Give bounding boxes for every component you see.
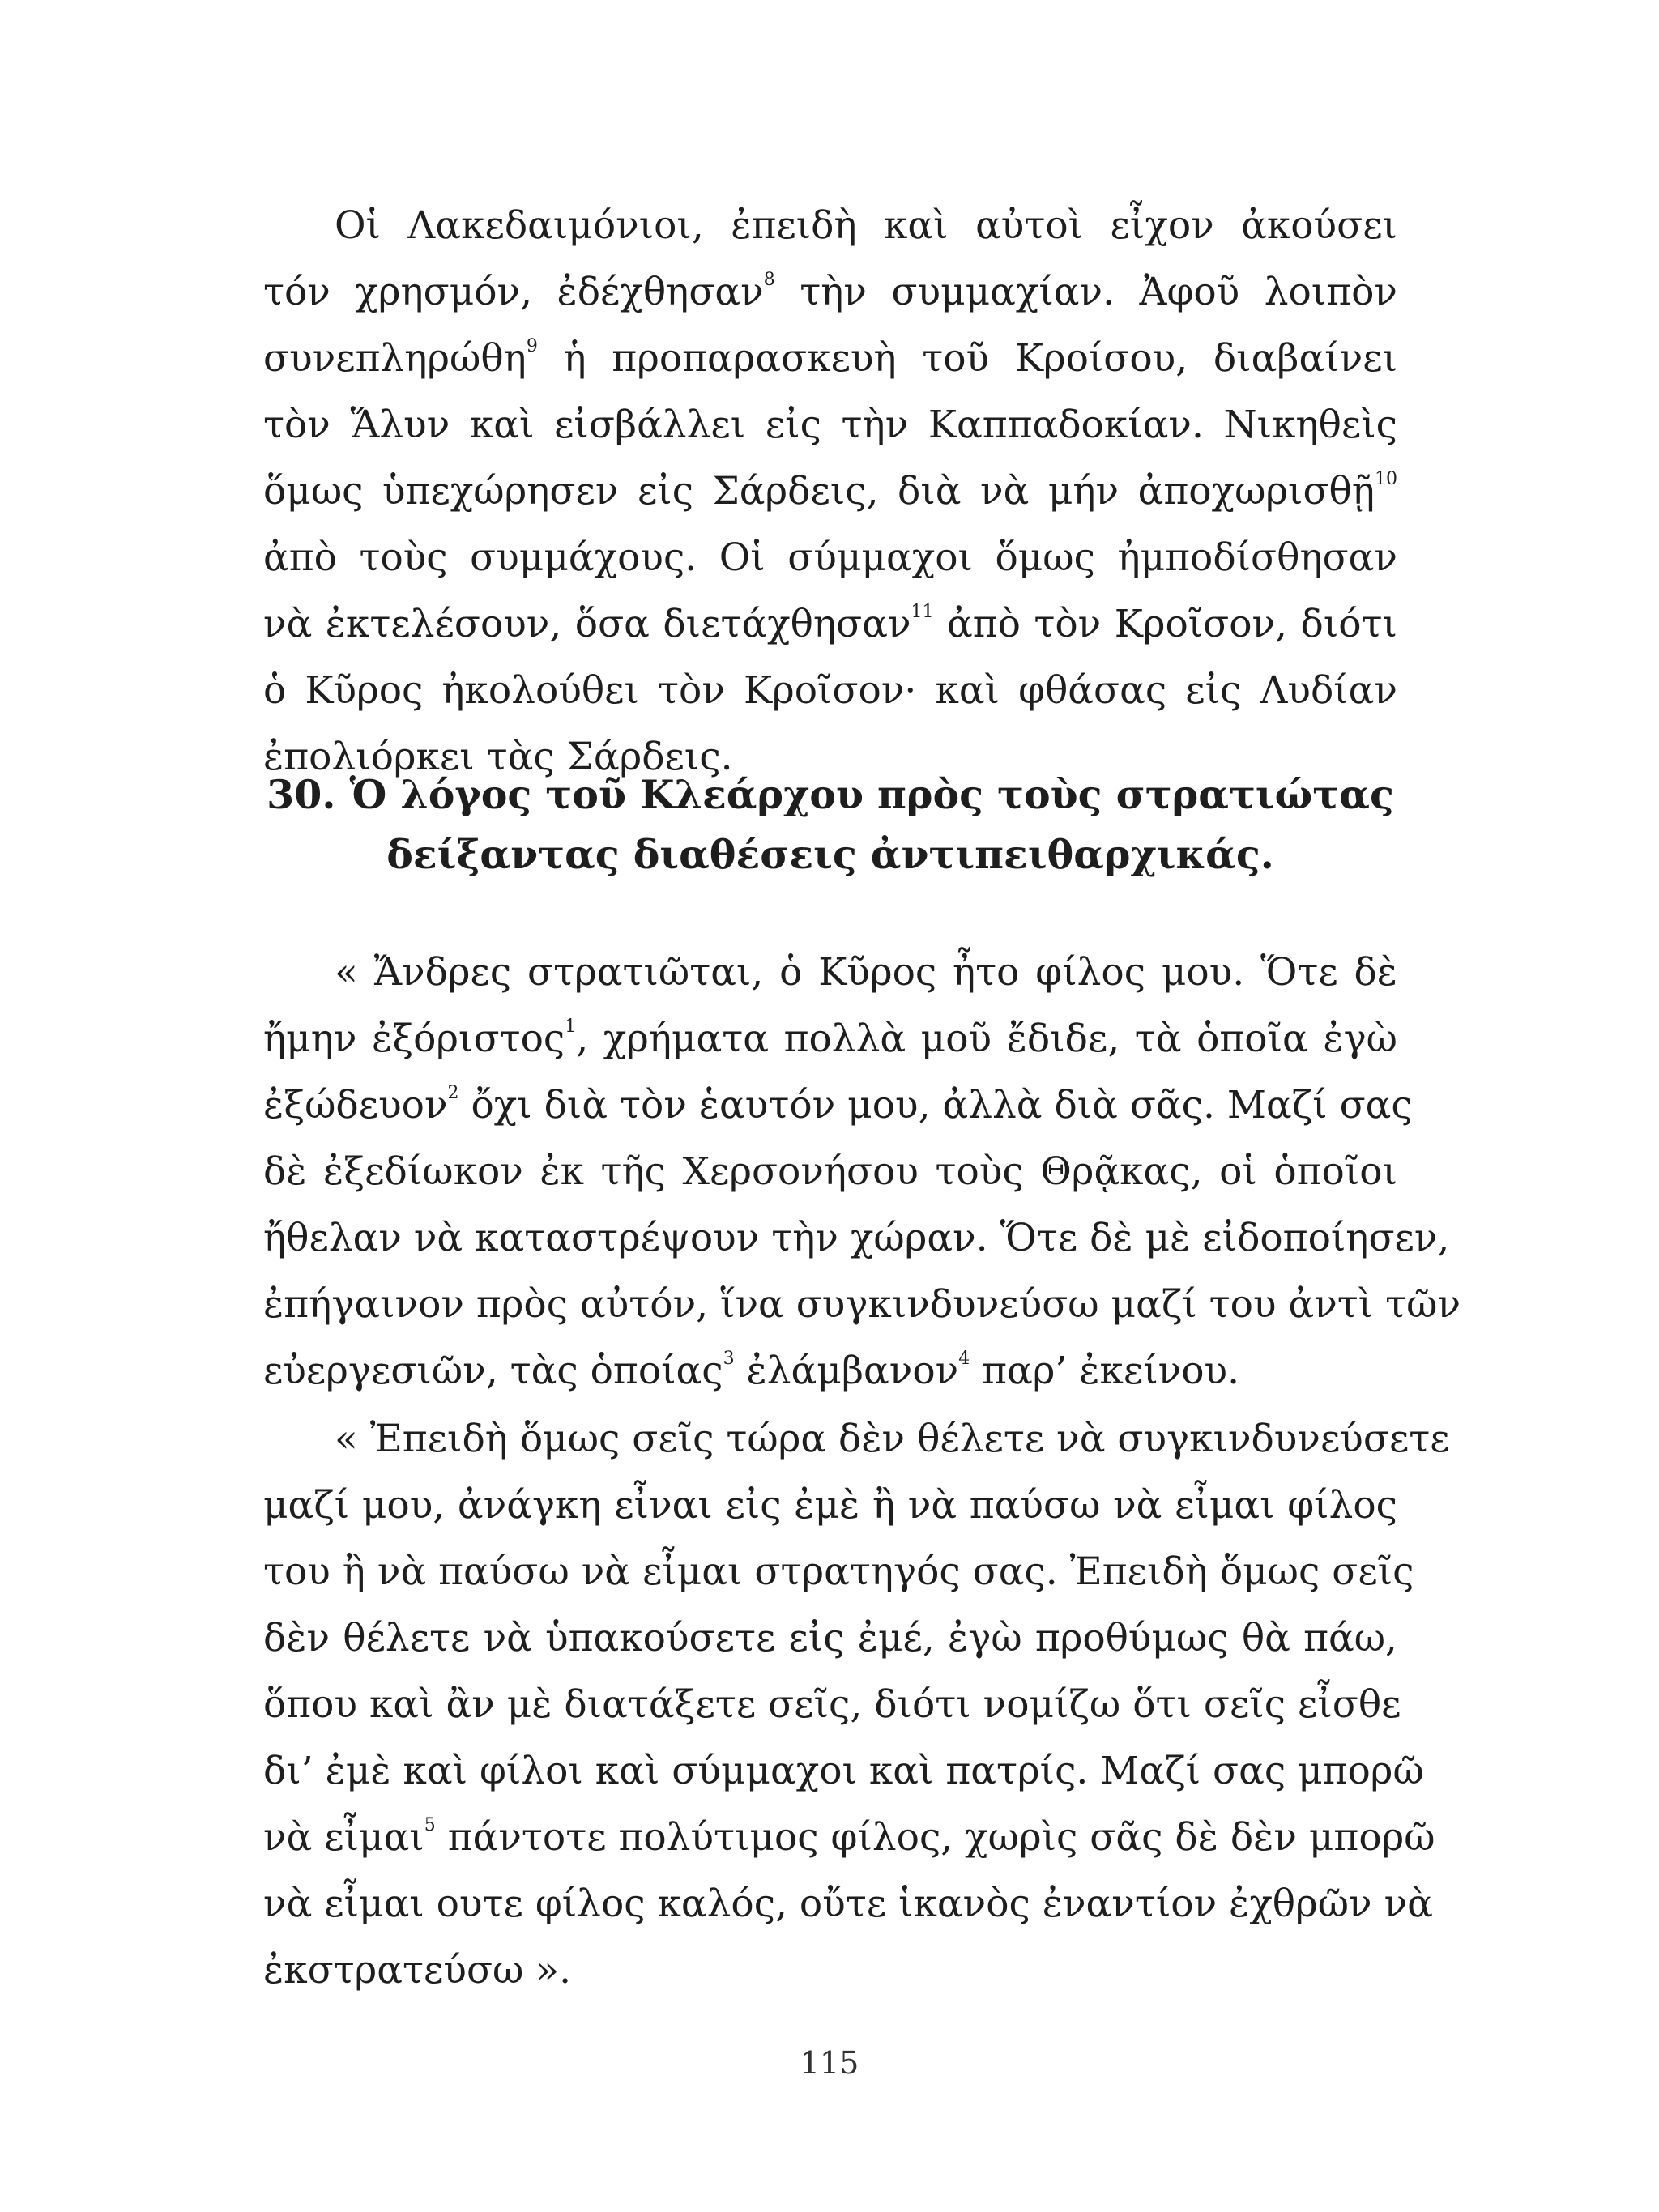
text-span: τὴν συμμαχίαν. Ἀφοῦ λοιπὸν	[774, 270, 1398, 314]
text-span: παρ’ ἐκείνου.	[970, 1349, 1240, 1393]
text-span: ἀπὸ τοὺς συμμάχους. Οἱ σύμμαχοι ὅμως ἠμποδίσθησαν	[263, 535, 1397, 580]
text-span: ὅπου καὶ ἂν μὲ διατάξετε σεῖς, διότι νομίζω ὅτι σεῖς εἶσθε	[263, 1682, 1401, 1727]
text-span: , χρήματα πολλὰ μοῦ ἔδιδε, τὰ ὁποῖα ἐγὼ	[576, 1016, 1397, 1061]
text-line	[263, 1006, 1397, 1072]
text-span: ὁ Κῦρος ἠκολούθει τὸν Κροῖσον· καὶ φθάσας εἰς Λυδίαν	[263, 668, 1397, 713]
text-line	[263, 1338, 1397, 1404]
text-line	[263, 658, 1397, 724]
text-span: ἤμην ἐξόριστος	[263, 1016, 565, 1061]
footnote-marker: 5	[424, 1815, 436, 1835]
text-span: δὲν θέλετε νὰ ὑπακούσετε εἰς ἐμέ, ἐγὼ προθύμως θὰ πάω,	[263, 1616, 1397, 1660]
footnote-marker: 11	[911, 602, 934, 622]
section-heading	[263, 765, 1397, 884]
footnote-marker: 3	[723, 1349, 735, 1369]
text-span: ἀπὸ τὸν Κροῖσον, διότι	[933, 602, 1397, 646]
footnote-marker: 10	[1375, 469, 1397, 489]
footnote-marker: 9	[526, 336, 538, 356]
text-span: « Ἄνδρες στρατιῶται, ὁ Κῦρος ἦτο φίλος μου. Ὅτε δὲ	[335, 950, 1397, 995]
footnote-marker: 8	[763, 270, 775, 290]
text-line	[263, 1805, 1435, 1871]
text-span: του ἢ νὰ παύσω νὰ εἶμαι στρατηγός σας. Ἐπειδὴ ὅμως σεῖς	[263, 1549, 1414, 1594]
text-line	[263, 1672, 1401, 1738]
text-line	[263, 591, 1397, 658]
heading-line-1: 30. Ὁ λόγος τοῦ Κλεάρχου πρὸς τοὺς στρατιώτας	[267, 771, 1394, 818]
text-line	[263, 193, 1397, 259]
text-line	[263, 1072, 1413, 1139]
text-line	[263, 1605, 1397, 1672]
paragraph-2	[263, 940, 1461, 1404]
text-line	[263, 1937, 1397, 2004]
text-line	[263, 392, 1397, 458]
text-line	[263, 259, 1397, 326]
text-span: πάντοτε πολύτιμος φίλος, χωρὶς σᾶς δὲ δὲν μπορῶ	[435, 1815, 1435, 1860]
text-span: εὐεργεσιῶν, τὰς ὁποίας	[263, 1349, 723, 1393]
text-span: τὸν Ἅλυν καὶ εἰσβάλλει εἰς τὴν Καππαδοκίαν. Νικηθεὶς	[263, 403, 1397, 447]
text-span: τόν χρησμόν, ἐδέχθησαν	[263, 270, 764, 314]
text-span: συνεπληρώθη	[263, 336, 527, 381]
text-span: Οἱ Λακεδαιμόνιοι, ἐπειδὴ καὶ αὐτοὶ εἶχον ἀκούσει	[335, 203, 1397, 248]
text-span: « Ἐπειδὴ ὅμως σεῖς τώρα δὲν θέλετε νὰ συγκινδυνεύσετε	[335, 1417, 1450, 1461]
text-span: δὲ ἐξεδίωκον ἐκ τῆς Χερσονήσου τοὺς Θρᾷκας, οἱ ὁποῖοι	[263, 1149, 1397, 1194]
text-line	[263, 458, 1397, 525]
text-span: νὰ ἐκτελέσουν, ὅσα διετάχθησαν	[263, 602, 911, 646]
text-span: ἤθελαν νὰ καταστρέψουν τὴν χώραν. Ὅτε δὲ μὲ εἰδοποίησεν,	[263, 1216, 1450, 1260]
text-span: δι’ ἐμὲ καὶ φίλοι καὶ σύμμαχοι καὶ πατρίς. Μαζί σας μπορῶ	[263, 1749, 1424, 1793]
text-span: ἡ προπαρασκευὴ τοῦ Κροίσου, διαβαίνει	[537, 336, 1397, 381]
text-span: νὰ εἶμαι	[263, 1815, 424, 1860]
text-span: μαζί μου, ἀνάγκη εἶναι εἰς ἐμὲ ἢ νὰ παύσω νὰ εἶμαι φίλος	[263, 1483, 1397, 1528]
text-line	[263, 1205, 1450, 1272]
text-line	[263, 1139, 1397, 1205]
text-span: ἐπήγαινον πρὸς αὐτόν, ἵνα συγκινδυνεύσω μαζί του ἀντὶ τῶν	[263, 1282, 1461, 1327]
text-span: ὄχι διὰ τὸν ἑαυτόν μου, ἀλλὰ διὰ σᾶς. Μαζί σας	[458, 1083, 1413, 1127]
text-line	[263, 940, 1397, 1006]
text-line	[263, 1272, 1461, 1338]
text-line	[263, 525, 1397, 591]
text-span: ἐκστρατεύσω ».	[263, 1948, 572, 1993]
text-line	[263, 1539, 1414, 1605]
text-line	[263, 1406, 1450, 1473]
text-span: ἐξώδευον	[263, 1083, 448, 1127]
page-number: 115	[800, 2045, 859, 2081]
footnote-marker: 1	[565, 1016, 577, 1037]
text-span: ὅμως ὑπεχώρησεν εἰς Σάρδεις, διὰ νὰ μήν ἀποχωρισθῇ	[263, 469, 1375, 514]
text-span: ἐπολιόρκει τὰς Σάρδεις.	[263, 735, 733, 779]
text-line	[263, 1473, 1397, 1539]
paragraph-1	[263, 193, 1397, 791]
text-line	[263, 1738, 1424, 1805]
footnote-marker: 2	[447, 1083, 459, 1103]
paragraph-3	[263, 1406, 1450, 2004]
text-span: ἐλάμβανον	[734, 1349, 959, 1393]
text-line	[263, 326, 1397, 392]
text-line	[263, 1871, 1433, 1937]
heading-line-2: δείξαντας διαθέσεις ἀντιπειθαρχικάς.	[386, 831, 1274, 878]
text-span: νὰ εἶμαι ουτε φίλος καλός, οὔτε ἱκανὸς ἐναντίον ἐχθρῶν νὰ	[263, 1882, 1433, 1926]
footnote-marker: 4	[958, 1349, 970, 1369]
